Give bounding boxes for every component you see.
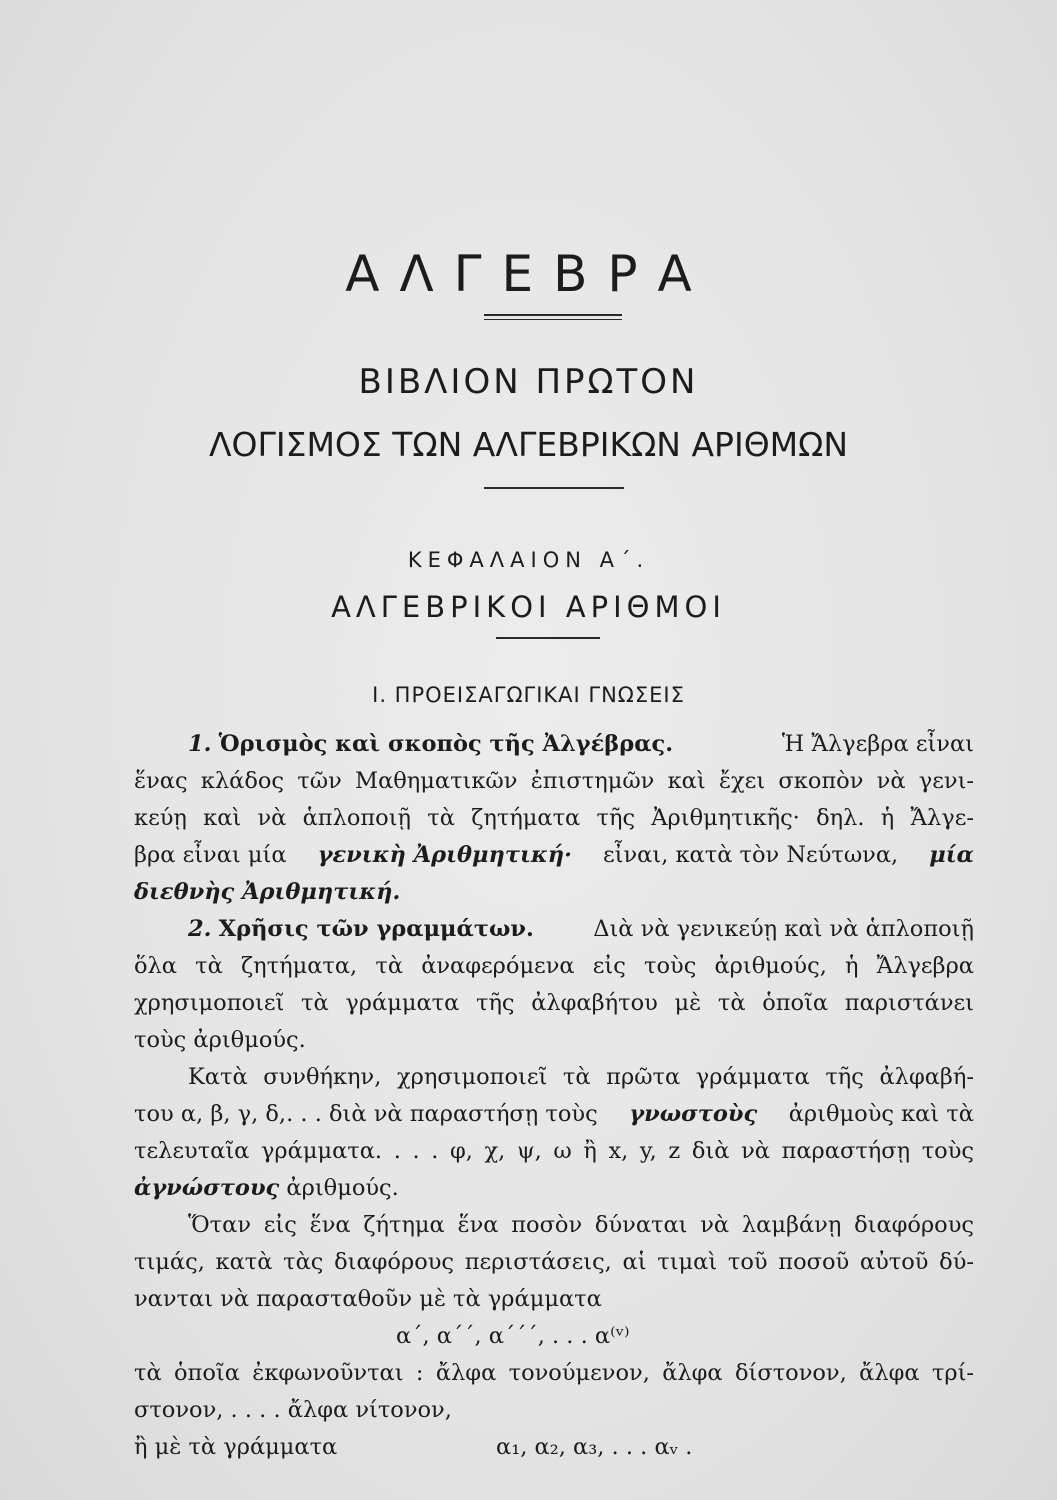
p4-line-3: νανται νὰ παρασταθοῦν μὲ τὰ γράμματα: [134, 1286, 602, 1312]
p1-heading: Ὁρισμὸς καὶ σκοπὸς τῆς Ἀλγέβρας.: [218, 731, 674, 757]
p4-formula-primes: α΄, α΄΄, α΄΄΄, . . . α⁽ᵛ⁾: [396, 1323, 630, 1349]
section-heading: I. ΠΡΟΕΙΣΑΓΩΓΙΚΑΙ ΓΝΩΣΕΙΣ: [372, 683, 685, 707]
p1-emph-mia: μία: [929, 842, 974, 868]
p4-line-1: Ὅταν εἰς ἕνα ζήτημα ἕνα ποσὸν δύναται νὰ λαμβάνῃ διαφόρους: [188, 1212, 974, 1238]
p2-line-4: τοὺς ἀριθμούς.: [134, 1027, 306, 1053]
p3-line-3: τελευταῖα γράμματα. . . . φ, χ, ψ, ω ἢ x, y, z διὰ νὰ παραστήσῃ τοὺς: [134, 1138, 974, 1164]
p3-emph-unknown: ἀγνώστους: [134, 1175, 280, 1201]
p2-number: 2.: [188, 916, 212, 942]
p1-line-4: [134, 842, 974, 868]
p1-emph-general-arithmetic: γενικὴ Ἀριθμητική·: [317, 842, 572, 868]
book-heading: ΒΙΒΛΙΟΝ ΠΡΩΤΟΝ: [358, 362, 699, 402]
p2-line-3: χρησιμοποιεῖ τὰ γράμματα τῆς ἀλφαβήτου μὲ τὰ ὁποῖα παριστάνει: [134, 990, 974, 1016]
p3-text-2c: ἀριθμοὺς καὶ τὰ: [788, 1101, 974, 1127]
p1-line-3: κεύῃ καὶ νὰ ἁπλοποιῇ τὰ ζητήματα τῆς Ἀριθμητικῆς· δηλ. ἡ Ἄλγε-: [134, 805, 974, 831]
p2-text-1: Διὰ νὰ γενικεύῃ καὶ νὰ ἁπλοποιῇ: [593, 916, 974, 942]
p1-line-2: ἕνας κλάδος τῶν Μαθηματικῶν ἐπιστημῶν καὶ ἔχει σκοπὸν νὰ γενι-: [134, 768, 974, 794]
p1-text-4a: βρα εἶναι μία: [134, 842, 287, 868]
p4-line-5: τὰ ὁποῖα ἐκφωνοῦνται : ἄλφα τονούμενον, ἄλφα δίστονον, ἄλφα τρί-: [134, 1360, 974, 1386]
p3-line-1: Κατὰ συνθήκην, χρησιμοποιεῖ τὰ πρῶτα γράμματα τῆς ἀλφαβή-: [188, 1064, 974, 1090]
p3-line-2: [134, 1101, 974, 1127]
p4-line-2: τιμάς, κατὰ τὰς διαφόρους περιστάσεις, αἱ τιμαὶ τοῦ ποσοῦ αὐτοῦ δύ-: [134, 1249, 974, 1275]
p2-line-2: ὅλα τὰ ζητήματα, τὰ ἀναφερόμενα εἰς τοὺς ἀριθμούς, ἡ Ἄλγεβρα: [134, 953, 974, 979]
p3-emph-known: γνωστοὺς: [629, 1101, 758, 1127]
p1-number: 1.: [188, 731, 212, 757]
p3-text-2a: του α, β, γ, δ,. . . διὰ νὰ παραστήσῃ τοὺς: [134, 1101, 598, 1127]
p3-line-4: [134, 1175, 974, 1201]
p4-text-7a: ἢ μὲ τὰ γράμματα: [134, 1434, 338, 1460]
p3-text-4b: ἀριθμούς.: [286, 1175, 399, 1201]
p2-heading: Χρῆσις τῶν γραμμάτων.: [218, 916, 534, 942]
p4-line-6: στονον, . . . . ἄλφα νίτονον,: [134, 1397, 452, 1423]
p1-text-1: Ἡ Ἄλγεβρα εἶναι: [781, 731, 974, 757]
p1-text-4c: εἶναι, κατὰ τὸν Νεύτωνα,: [603, 842, 899, 868]
chapter-rule: [496, 637, 600, 639]
p1-emph-international-arithmetic: διεθνὴς Ἀριθμητική.: [134, 879, 401, 905]
subtitle-rule: [484, 487, 624, 489]
title-underline-2: [484, 319, 622, 320]
chapter-title: ΑΛΓΕΒΡΙΚΟΙ ΑΡΙΘΜΟΙ: [331, 590, 726, 624]
title-underline: [484, 314, 622, 316]
main-title: ΑΛΓΕΒΡΑ: [345, 245, 712, 303]
p2-line-1: [188, 916, 974, 942]
book-subtitle: ΛΟΓΙΣΜΟΣ ΤΩΝ ΑΛΓΕΒΡΙΚΩΝ ΑΡΙΘΜΩΝ: [208, 425, 849, 464]
p4-formula-subscripts: α₁, α₂, α₃, . . . αᵥ .: [496, 1434, 693, 1460]
chapter-label: ΚΕΦΑΛΑΙΟΝ Α΄.: [407, 548, 650, 572]
p1-line-1: [188, 731, 974, 757]
